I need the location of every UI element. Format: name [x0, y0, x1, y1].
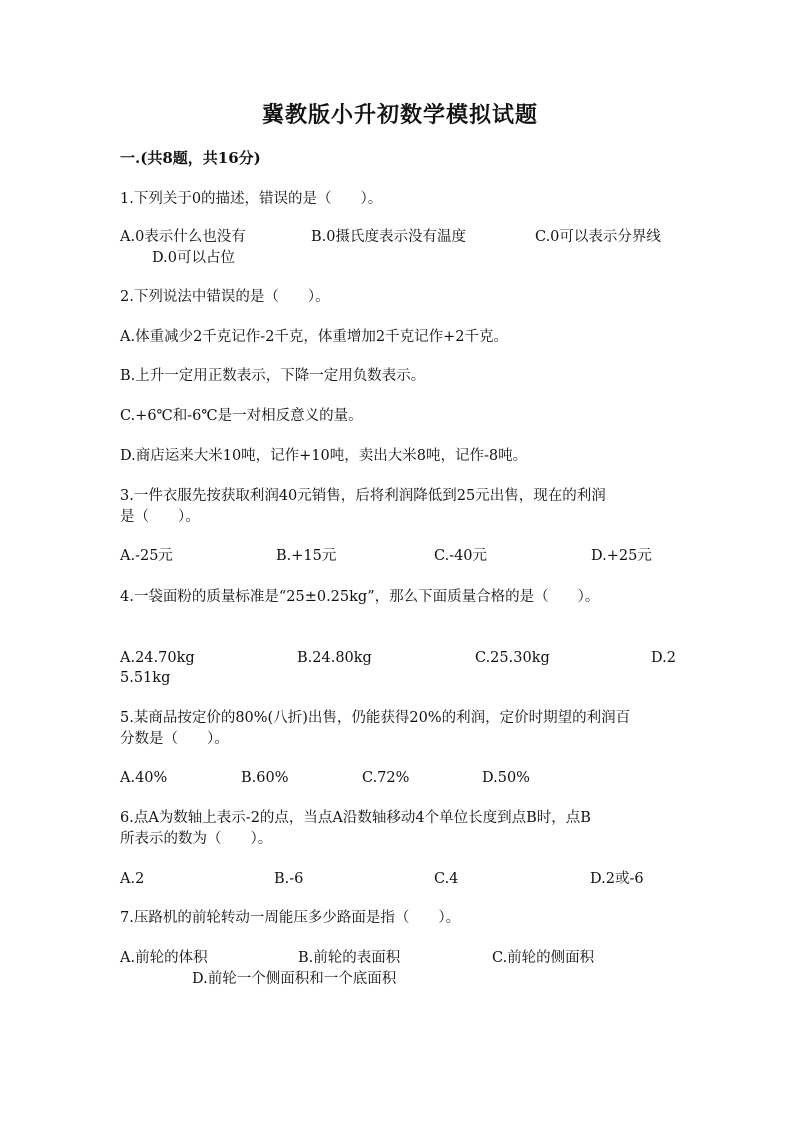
- question-7-stem: 7.压路机的前轮转动一周能压多少路面是指（ ）。: [120, 910, 461, 926]
- question-4-option-d-part-1: D.2: [651, 650, 676, 666]
- question-5-stem-line-1: 5.某商品按定价的80%(八折)出售，仍能获得20%的利润，定价时期望的利润百: [120, 710, 631, 726]
- question-2-option-d: D.商店运来大米10吨，记作+10吨，卖出大米8吨，记作-8吨。: [120, 448, 528, 464]
- question-2-stem: 2.下列说法中错误的是（ ）。: [120, 289, 330, 305]
- section-heading: 一.(共8题，共16分): [120, 149, 261, 167]
- question-3-stem-line-1: 3.一件衣服先按获取利润40元销售，后将利润降低到25元出售，现在的利润: [120, 488, 606, 504]
- question-3-option-b: B.+15元: [276, 548, 337, 564]
- question-7-option-d: D.前轮一个侧面积和一个底面积: [192, 971, 397, 987]
- question-7-option-b: B.前轮的表面积: [298, 950, 401, 966]
- question-5-option-d: D.50%: [482, 770, 530, 786]
- question-1-stem: 1.下列关于0的描述，错误的是（ ）。: [120, 191, 383, 207]
- question-6-option-a: A.2: [120, 871, 145, 887]
- question-1-option-a: A.0表示什么也没有: [120, 229, 246, 245]
- question-1-option-b: B.0摄氏度表示没有温度: [311, 229, 466, 245]
- question-3-option-d: D.+25元: [591, 548, 652, 564]
- question-1-option-d: D.0可以占位: [152, 250, 235, 266]
- question-5-option-c: C.72%: [362, 770, 410, 786]
- question-6-option-d: D.2或-6: [590, 871, 644, 887]
- question-4-option-c: C.25.30kg: [475, 650, 550, 666]
- page-title: 冀教版小升初数学模拟试题: [261, 102, 538, 128]
- question-7-option-c: C.前轮的侧面积: [492, 950, 595, 966]
- question-4-option-d-part-2: 5.51kg: [120, 670, 171, 686]
- question-3-stem-line-2: 是（ ）。: [120, 509, 200, 525]
- question-6-option-c: C.4: [434, 871, 459, 887]
- question-6-stem-line-2: 所表示的数为（ ）。: [120, 831, 273, 847]
- question-5-stem-line-2: 分数是（ ）。: [120, 731, 229, 747]
- question-6-stem-line-1: 6.点A为数轴上表示-2的点，当点A沿数轴移动4个单位长度到点B时，点B: [120, 810, 591, 826]
- question-3-option-c: C.-40元: [434, 548, 488, 564]
- question-2-option-c: C.+6℃和-6℃是一对相反意义的量。: [120, 408, 363, 424]
- question-5-option-b: B.60%: [241, 770, 289, 786]
- question-7-option-a: A.前轮的体积: [120, 950, 208, 966]
- question-5-option-a: A.40%: [120, 770, 168, 786]
- question-2-option-a: A.体重减少2千克记作-2千克，体重增加2千克记作+2千克。: [120, 329, 509, 345]
- question-6-option-b: B.-6: [274, 871, 304, 887]
- question-4-stem: 4.一袋面粉的质量标准是“25±0.25kg”，那么下面质量合格的是（ ）。: [120, 589, 600, 605]
- question-4-option-a: A.24.70kg: [120, 650, 195, 666]
- question-1-option-c: C.0可以表示分界线: [535, 229, 661, 245]
- question-4-option-b: B.24.80kg: [297, 650, 372, 666]
- question-3-option-a: A.-25元: [120, 548, 173, 564]
- question-2-option-b: B.上升一定用正数表示，下降一定用负数表示。: [120, 368, 426, 384]
